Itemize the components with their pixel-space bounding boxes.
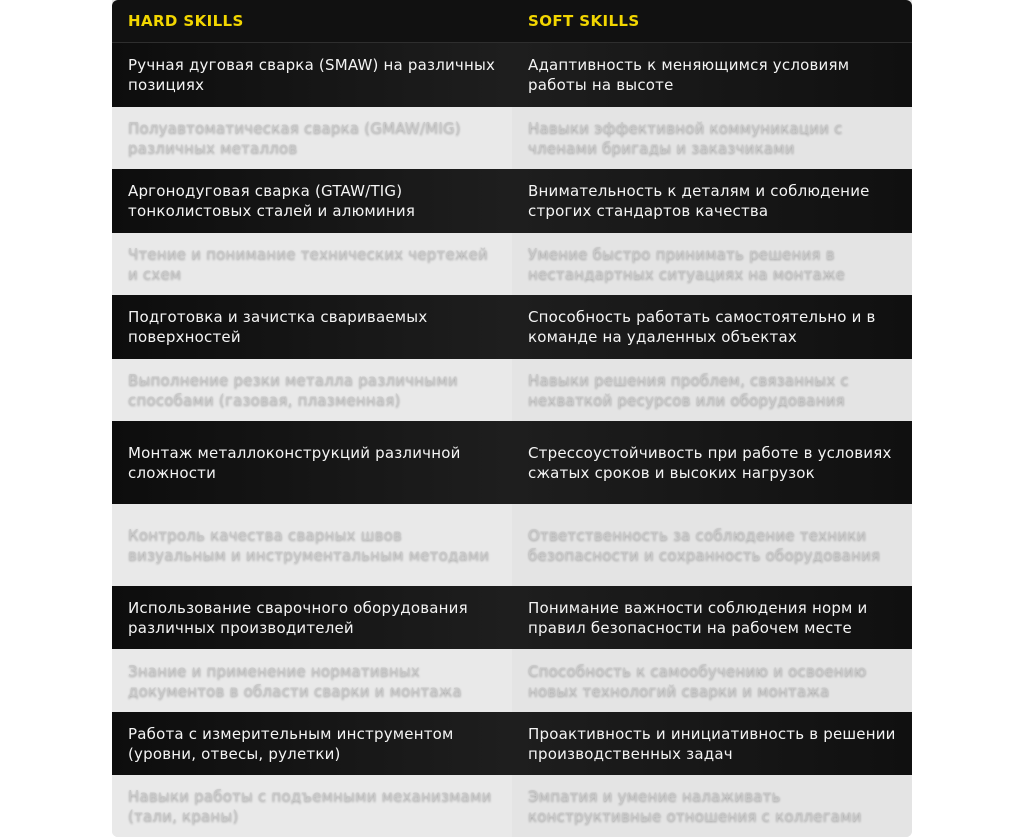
table-row	[112, 504, 912, 586]
soft-skill-cell: Эмпатия и умение налаживать конструктивные отношения с коллегами	[512, 775, 912, 837]
skills-table	[112, 0, 912, 837]
soft-skill-cell: Умение быстро принимать решения в нестандартных ситуациях на монтаже	[512, 233, 912, 295]
table-header	[112, 0, 912, 43]
hard-skill-cell: Полуавтоматическая сварка (GMAW/MIG) различных металлов	[112, 107, 512, 169]
soft-skill-cell: Навыки решения проблем, связанных с нехваткой ресурсов или оборудования	[512, 359, 912, 421]
soft-skill-cell: Проактивность и инициативность в решении производственных задач	[512, 712, 912, 775]
soft-skill-cell: Способность к самообучению и освоению новых технологий сварки и монтажа	[512, 649, 912, 712]
table-row	[112, 359, 912, 421]
hard-skill-cell: Монтаж металлоконструкций различной сложности	[112, 421, 512, 504]
hard-skill-cell: Подготовка и зачистка свариваемых поверхностей	[112, 295, 512, 359]
hard-skill-cell: Знание и применение нормативных документов в области сварки и монтажа	[112, 649, 512, 712]
table-row	[112, 233, 912, 295]
soft-skill-cell: Адаптивность к меняющимся условиям работы на высоте	[512, 43, 912, 107]
soft-skill-cell: Стрессоустойчивость при работе в условиях сжатых сроков и высоких нагрузок	[512, 421, 912, 504]
table-row	[112, 295, 912, 359]
table-row	[112, 169, 912, 233]
hard-skills-header: HARD SKILLS	[128, 12, 244, 30]
hard-skill-cell: Навыки работы с подъемными механизмами (тали, краны)	[112, 775, 512, 837]
hard-skill-cell: Работа с измерительным инструментом (уровни, отвесы, рулетки)	[112, 712, 512, 775]
table-row	[112, 649, 912, 712]
table-row	[112, 712, 912, 775]
table-row	[112, 43, 912, 107]
soft-skill-cell: Внимательность к деталям и соблюдение строгих стандартов качества	[512, 169, 912, 233]
soft-skill-cell: Навыки эффективной коммуникации с членами бригады и заказчиками	[512, 107, 912, 169]
soft-skill-cell: Способность работать самостоятельно и в команде на удаленных объектах	[512, 295, 912, 359]
soft-skill-cell: Понимание важности соблюдения норм и правил безопасности на рабочем месте	[512, 586, 912, 649]
hard-skill-cell: Чтение и понимание технических чертежей и схем	[112, 233, 512, 295]
soft-skills-header: SOFT SKILLS	[528, 12, 640, 30]
hard-skill-cell: Ручная дуговая сварка (SMAW) на различных позициях	[112, 43, 512, 107]
table-row	[112, 107, 912, 169]
hard-skill-cell: Выполнение резки металла различными способами (газовая, плазменная)	[112, 359, 512, 421]
hard-skill-cell: Контроль качества сварных швов визуальным и инструментальным методами	[112, 504, 512, 586]
table-row	[112, 586, 912, 649]
table-row	[112, 421, 912, 504]
hard-skill-cell: Аргонодуговая сварка (GTAW/TIG) тонколистовых сталей и алюминия	[112, 169, 512, 233]
soft-skill-cell: Ответственность за соблюдение техники безопасности и сохранность оборудования	[512, 504, 912, 586]
table-row	[112, 775, 912, 837]
hard-skill-cell: Использование сварочного оборудования различных производителей	[112, 586, 512, 649]
